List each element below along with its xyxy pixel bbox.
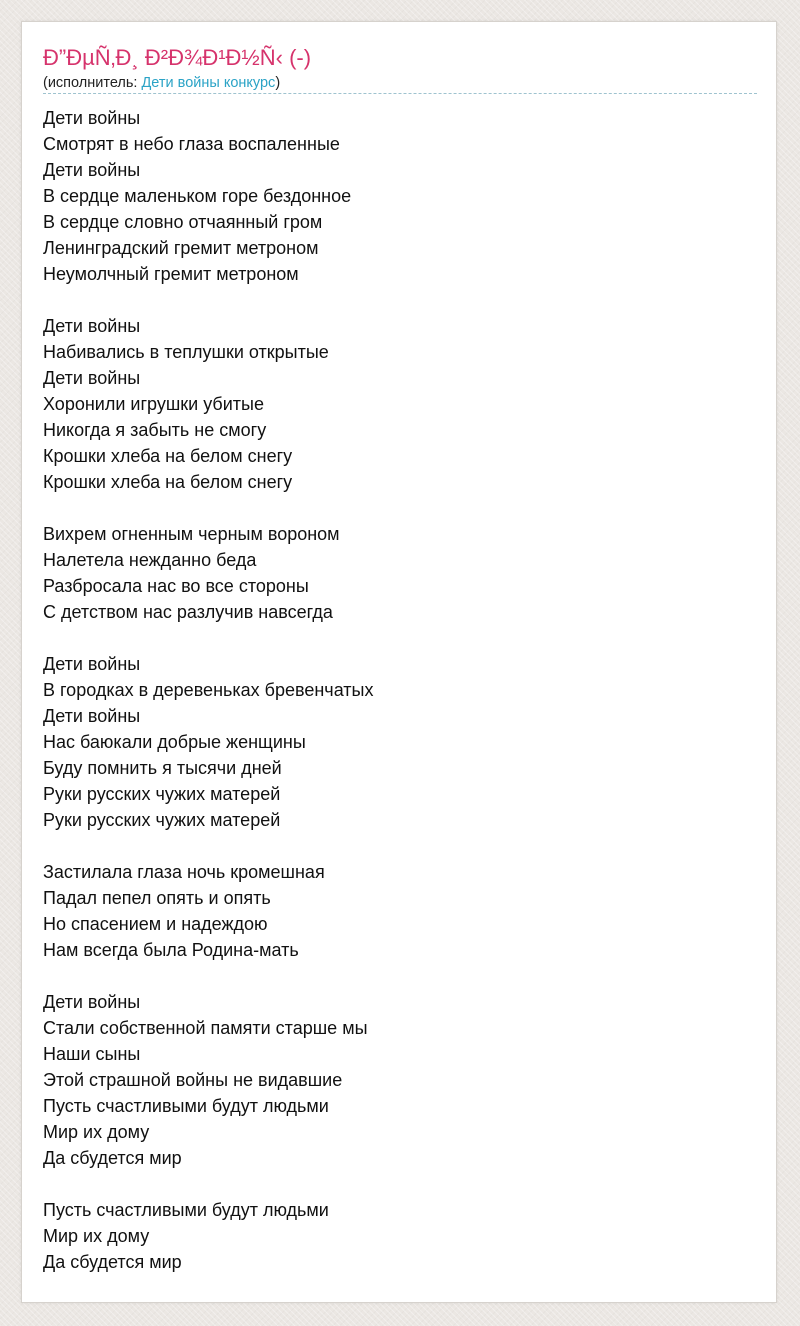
lyric-line: Крошки хлеба на белом снегу	[43, 472, 293, 492]
lyric-line: Дети войны	[43, 160, 141, 180]
lyric-line: В сердце словно отчаянный гром	[43, 212, 323, 232]
lyric-line: Наши сыны	[43, 1044, 141, 1064]
lyric-line: Но спасением и надеждою	[43, 914, 268, 934]
lyrics-stanza	[43, 313, 757, 495]
lyric-line: Руки русских чужих матерей	[43, 810, 281, 830]
lyric-line: Дети войны	[43, 316, 141, 336]
lyrics-stanza	[43, 1197, 757, 1275]
lyric-line: Мир их дому	[43, 1226, 150, 1246]
lyric-line: Нам всегда была Родина-мать	[43, 940, 299, 960]
lyric-line: В сердце маленьком горе бездонное	[43, 186, 352, 206]
lyrics-text	[43, 105, 757, 1301]
lyric-line: Буду помнить я тысячи дней	[43, 758, 282, 778]
lyric-line: Смотрят в небо глаза воспаленные	[43, 134, 340, 154]
lyrics-stanza	[43, 989, 757, 1171]
lyric-line: Застилала глаза ночь кромешная	[43, 862, 325, 882]
header-divider	[43, 93, 757, 94]
lyric-line: Да сбудется мир	[43, 1252, 182, 1272]
lyric-line: Мир их дому	[43, 1122, 150, 1142]
lyric-line: Падал пепел опять и опять	[43, 888, 271, 908]
lyric-line: Этой страшной войны не видавшие	[43, 1070, 343, 1090]
lyric-line: Пусть счастливыми будут людьми	[43, 1096, 329, 1116]
lyric-line: Дети войны	[43, 368, 141, 388]
performer-suffix: )	[275, 75, 281, 91]
lyric-line: Набивались в теплушки открытые	[43, 342, 329, 362]
lyric-line: Крошки хлеба на белом снегу	[43, 446, 293, 466]
lyric-line: В городках в деревеньках бревенчатых	[43, 680, 374, 700]
lyric-line: Нас баюкали добрые женщины	[43, 732, 306, 752]
performer-link[interactable]: Дети войны конкурс	[141, 75, 276, 91]
lyric-line: Пусть счастливыми будут людьми	[43, 1200, 329, 1220]
performer-prefix: (исполнитель:	[43, 75, 142, 91]
lyric-line: Вихрем огненным черным вороном	[43, 524, 340, 544]
lyric-line: Дети войны	[43, 992, 141, 1012]
lyric-line: Стали собственной памяти старше мы	[43, 1018, 368, 1038]
lyric-line: Неумолчный гремит метроном	[43, 264, 299, 284]
lyrics-stanza	[43, 105, 757, 287]
performer-line	[43, 74, 280, 92]
lyric-line: С детством нас разлучив навсегда	[43, 602, 333, 622]
lyrics-stanza	[43, 521, 757, 625]
lyrics-card	[21, 21, 777, 1303]
lyric-line: Хоронили игрушки убитые	[43, 394, 264, 414]
lyric-line: Налетела нежданно беда	[43, 550, 257, 570]
lyric-line: Дети войны	[43, 108, 141, 128]
lyrics-stanza	[43, 859, 757, 963]
lyric-line: Никогда я забыть не смогу	[43, 420, 267, 440]
lyric-line: Дети войны	[43, 706, 141, 726]
lyrics-stanza	[43, 651, 757, 833]
lyric-line: Да сбудется мир	[43, 1148, 182, 1168]
song-title: Ð”ÐµÑ‚Ð¸ Ð²Ð¾Ð¹Ð½Ñ‹ (-)	[43, 45, 312, 70]
lyric-line: Ленинградский гремит метроном	[43, 238, 319, 258]
lyric-line: Дети войны	[43, 654, 141, 674]
lyric-line: Разбросала нас во все стороны	[43, 576, 309, 596]
lyric-line: Руки русских чужих матерей	[43, 784, 281, 804]
